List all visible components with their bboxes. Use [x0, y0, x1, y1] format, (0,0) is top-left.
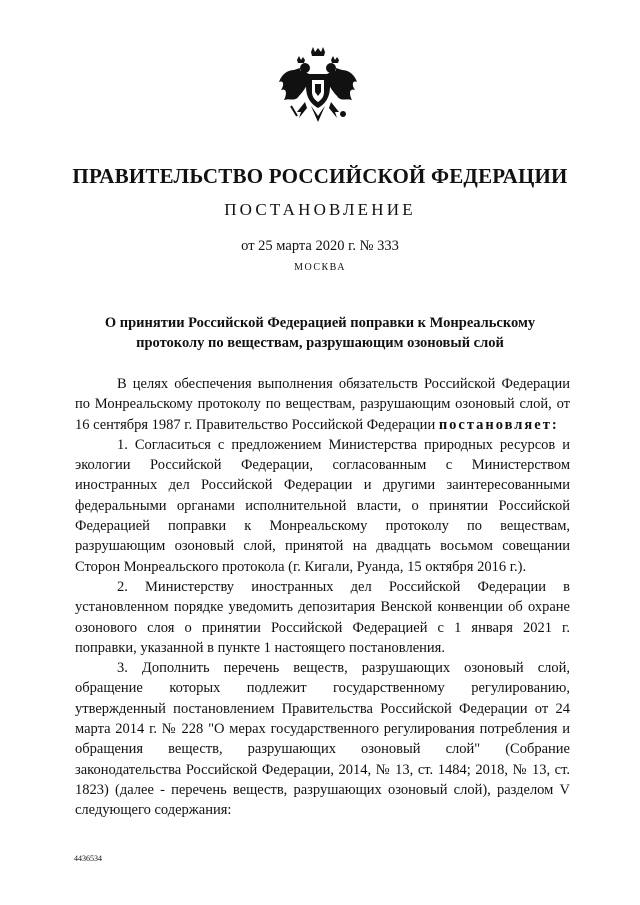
subject-line-2: протоколу по веществам, разрушающим озоновый слой: [136, 335, 504, 351]
document-subject: [80, 313, 560, 353]
document-type: ПОСТАНОВЛЕНИЕ: [224, 200, 416, 219]
document-date-number: от 25 марта 2020 г. № 333: [241, 238, 399, 254]
coat-of-arms-emblem: [275, 46, 361, 136]
preamble-text: В целях обеспечения выполнения обязательств Российской Федерации по Монреальскому протоколу по веществам, разрушающим озоновый слой, от 16 сентября 1987 г. Правительство Российской Федерации: [75, 376, 570, 433]
document-code: 4436534: [74, 854, 102, 863]
paragraph-2: 2. Министерству иностранных дел Российской Федерации в установленном порядке уведомить депозитария Венской конвенции об охране озонового слоя о принятии Российской Федерацией с 1 января 2021 г. поправки, указанной в пункте 1 настоящего постановления.: [75, 578, 570, 656]
paragraph-3: 3. Дополнить перечень веществ, разрушающих озоновый слой, обращение которых подлежит государственному регулированию, утвержденный постановлением Правительства Российской Федерации от 24 марта 2014 г. № 228 "О мерах государственного регулирования потребления и обращения веществ, разрушающих озоновый слой" (Собрание законодательства Российской Федерации, 2014, № 13, ст. 1484; 2018, № 13, ст. 1823) (далее - перечень веществ, разрушающих озоновый слой), разделом V следующего содержания:: [75, 660, 570, 819]
decree-word: постановляет:: [438, 416, 559, 433]
document-body: [75, 374, 570, 821]
government-title: ПРАВИТЕЛЬСТВО РОССИЙСКОЙ ФЕДЕРАЦИИ: [72, 164, 568, 188]
paragraph-1: 1. Согласиться с предложением Министерства природных ресурсов и экологии Российской Федерации, согласованным с Министерством иностранных дел Российской Федерации и другими заинтересованными федеральными органами исполнительной власти, о принятии Российской Федерацией поправки к Монреальскому протоколу по веществам, разрушающим озоновый слой, принятой на двадцать восьмом совещании Сторон Монреальского протокола (г. Кигали, Руанда, 15 октября 2016 г.).: [75, 436, 570, 575]
subject-line-1: О принятии Российской Федерацией поправки к Монреальскому: [104, 315, 536, 331]
document-city: МОСКВА: [294, 262, 346, 273]
preamble-paragraph: [75, 374, 570, 435]
